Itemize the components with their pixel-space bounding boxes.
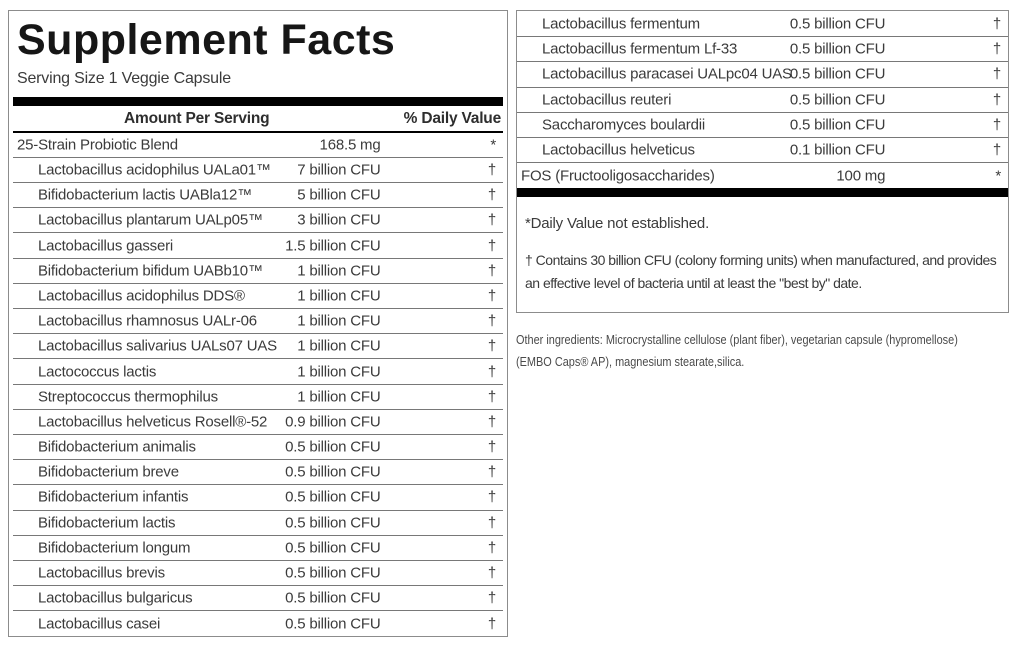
ingredient-row	[13, 183, 503, 208]
ingredient-amount: 0.5 billion CFU	[789, 15, 886, 33]
daily-value-symbol: †	[487, 438, 496, 456]
ingredient-amount: 0.1 billion CFU	[789, 141, 886, 159]
ingredient-amount: 1 billion CFU	[297, 363, 381, 380]
ingredient-row	[517, 163, 1008, 188]
ingredient-name: Bifidobacterium longum	[38, 539, 191, 557]
daily-value-symbol: †	[487, 539, 496, 557]
thick-divider	[517, 188, 1008, 197]
ingredient-amount: 1 billion CFU	[297, 287, 381, 305]
ingredient-amount: 0.5 billion CFU	[789, 40, 886, 58]
ingredient-name: Lactococcus lactis	[38, 363, 157, 380]
ingredient-name: Lactobacillus brevis	[38, 564, 165, 582]
ingredient-rows-right	[517, 12, 1008, 188]
ingredient-row	[13, 284, 503, 309]
ingredient-row	[13, 536, 503, 561]
ingredient-name: Lactobacillus salivarius UALs07 UAS	[38, 337, 277, 355]
daily-value-symbol: †	[487, 514, 496, 532]
daily-value-symbol: †	[487, 615, 496, 633]
daily-value-symbol: †	[487, 488, 496, 506]
ingredient-amount: 100 mg	[836, 167, 886, 185]
ingredient-row	[13, 460, 503, 485]
daily-value-symbol: †	[487, 186, 496, 204]
serving-size-text: Serving Size 1 Veggie Capsule	[17, 69, 231, 87]
ingredient-amount: 0.5 billion CFU	[285, 615, 381, 633]
ingredient-row	[517, 138, 1008, 163]
ingredient-row	[13, 485, 503, 510]
ingredient-row	[13, 259, 503, 284]
ingredient-row	[13, 309, 503, 334]
footnote-area	[517, 197, 1008, 294]
daily-value-symbol: †	[487, 363, 496, 380]
ingredient-name: Lactobacillus acidophilus DDS®	[38, 287, 245, 305]
ingredient-amount: 0.5 billion CFU	[285, 589, 381, 607]
daily-value-symbol: *	[995, 167, 1001, 185]
ingredient-name: Lactobacillus casei	[38, 615, 161, 633]
ingredient-amount: 0.5 billion CFU	[789, 65, 886, 83]
ingredient-name: Bifidobacterium bifidum UABb10™	[38, 262, 263, 280]
ingredient-amount: 0.5 billion CFU	[789, 91, 886, 109]
ingredient-row	[13, 611, 503, 636]
ingredient-name: Bifidobacterium infantis	[38, 488, 189, 506]
ingredient-row	[13, 208, 503, 233]
ingredient-amount: 0.5 billion CFU	[285, 488, 381, 506]
ingredient-amount: 1.5 billion CFU	[285, 237, 381, 255]
daily-value-symbol: †	[487, 337, 496, 355]
ingredient-name: Bifidobacterium animalis	[38, 438, 196, 456]
page-title: Supplement Facts	[17, 16, 396, 64]
daily-value-symbol: †	[992, 141, 1001, 159]
ingredient-name: Lactobacillus gasseri	[38, 237, 174, 255]
ingredient-row	[13, 561, 503, 586]
daily-value-symbol: †	[487, 463, 496, 481]
ingredient-row	[517, 37, 1008, 62]
daily-value-symbol: †	[992, 65, 1001, 83]
ingredient-amount: 168.5 mg	[319, 136, 381, 154]
ingredient-name: Lactobacillus paracasei UALpc04 UAS	[542, 65, 792, 83]
daily-value-symbol: †	[487, 262, 496, 280]
ingredient-row	[13, 511, 503, 536]
daily-value-symbol: †	[487, 161, 496, 179]
column-header-amount-per-serving: Amount Per Serving	[124, 109, 270, 127]
daily-value-symbol: †	[487, 211, 496, 229]
ingredient-amount: 0.5 billion CFU	[285, 438, 381, 456]
right-column	[516, 10, 1016, 373]
ingredient-name: Lactobacillus fermentum	[542, 15, 700, 33]
ingredient-amount: 0.5 billion CFU	[789, 116, 886, 134]
ingredient-name: 25-Strain Probiotic Blend	[17, 136, 178, 154]
daily-value-symbol: *	[490, 136, 496, 154]
ingredient-name: Lactobacillus bulgaricus	[38, 589, 193, 607]
daily-value-symbol: †	[992, 40, 1001, 58]
ingredient-name: Streptococcus thermophilus	[38, 388, 218, 406]
ingredient-name: Saccharomyces boulardii	[542, 116, 705, 134]
ingredient-name: Bifidobacterium lactis	[38, 514, 176, 532]
daily-value-symbol: †	[487, 237, 496, 255]
supplement-facts-panel-left	[8, 10, 508, 637]
ingredient-name: Lactobacillus helveticus	[542, 141, 695, 159]
ingredient-row	[13, 133, 503, 158]
ingredient-row	[517, 113, 1008, 138]
ingredient-row	[13, 385, 503, 410]
other-ingredients-line-2: (EMBO Caps® AP), magnesium stearate,silica.	[516, 354, 745, 370]
ingredient-amount: 0.5 billion CFU	[285, 463, 381, 481]
daily-value-symbol: †	[487, 413, 496, 431]
ingredient-amount: 7 billion CFU	[297, 161, 381, 179]
table-header	[13, 106, 503, 133]
ingredient-amount: 1 billion CFU	[297, 262, 381, 280]
ingredient-name: FOS (Fructooligosaccharides)	[521, 167, 715, 185]
ingredient-amount: 0.5 billion CFU	[285, 539, 381, 557]
ingredient-amount: 0.9 billion CFU	[285, 413, 381, 431]
ingredient-row	[13, 334, 503, 359]
daily-value-symbol: †	[992, 91, 1001, 109]
daily-value-symbol: †	[487, 564, 496, 582]
ingredient-row	[13, 586, 503, 611]
ingredient-row	[517, 62, 1008, 87]
supplement-facts-panel-right	[516, 10, 1009, 313]
daily-value-symbol: †	[992, 15, 1001, 33]
ingredient-amount: 1 billion CFU	[297, 312, 381, 330]
ingredient-name: Lactobacillus helveticus Rosell®-52	[38, 413, 268, 431]
ingredient-amount: 0.5 billion CFU	[285, 514, 381, 532]
ingredient-row	[13, 435, 503, 460]
ingredient-row	[517, 88, 1008, 113]
daily-value-symbol: †	[487, 589, 496, 607]
ingredient-name: Lactobacillus fermentum Lf-33	[542, 40, 738, 58]
ingredient-amount: 1 billion CFU	[297, 388, 381, 406]
footnote-cfu-note: † Contains 30 billion CFU (colony forming units) when manufactured, and provides an effective level of bacteria until at least the "best by" date.	[525, 252, 997, 291]
ingredient-amount: 3 billion CFU	[297, 211, 381, 229]
ingredient-name: Bifidobacterium lactis UABla12™	[38, 186, 252, 204]
daily-value-symbol: †	[487, 287, 496, 305]
ingredient-rows-left	[13, 133, 503, 637]
ingredient-name: Bifidobacterium breve	[38, 463, 179, 481]
other-ingredients-line-1: Other ingredients: Microcrystalline cellulose (plant fiber), vegetarian capsule (hypromellose)	[516, 332, 958, 347]
ingredient-row	[13, 410, 503, 435]
ingredient-row	[13, 359, 503, 384]
other-ingredients-text	[516, 329, 958, 373]
ingredient-amount: 0.5 billion CFU	[285, 564, 381, 582]
thick-divider	[13, 97, 503, 106]
ingredient-amount: 1 billion CFU	[297, 337, 381, 355]
ingredient-row	[13, 233, 503, 258]
ingredient-name: Lactobacillus rhamnosus UALr-06	[38, 312, 257, 330]
ingredient-name: Lactobacillus reuteri	[542, 91, 672, 109]
column-header-daily-value: % Daily Value	[403, 109, 501, 127]
ingredient-name: Lactobacillus acidophilus UALa01™	[38, 161, 271, 179]
ingredient-name: Lactobacillus plantarum UALp05™	[38, 211, 263, 229]
daily-value-symbol: †	[487, 312, 496, 330]
daily-value-symbol: †	[992, 116, 1001, 134]
ingredient-amount: 5 billion CFU	[297, 186, 381, 204]
ingredient-row	[13, 158, 503, 183]
footnote-daily-value: *Daily Value not established.	[525, 215, 710, 233]
daily-value-symbol: †	[487, 388, 496, 406]
ingredient-row	[517, 12, 1008, 37]
